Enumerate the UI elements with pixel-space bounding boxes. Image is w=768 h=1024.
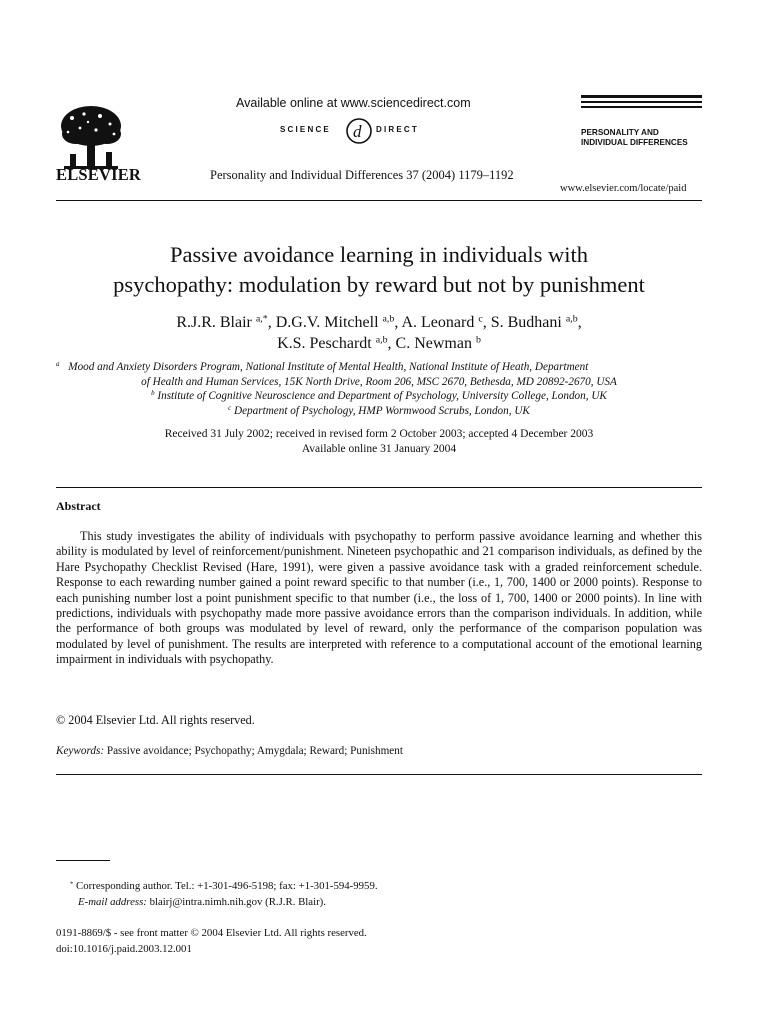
issn-line: 0191-8869/$ - see front matter © 2004 Elsevier Ltd. All rights reserved.: [56, 927, 367, 939]
author-name: D.G.V. Mitchell: [275, 314, 379, 331]
keywords-text: Passive avoidance; Psychopathy; Amygdala; Reward; Punishment: [106, 745, 403, 757]
affil-mark: c: [228, 403, 232, 412]
author-name: C. Newman: [395, 335, 472, 352]
affil-c-line: Department of Psychology, HMP Wormwood Scrubs, London, UK: [234, 404, 530, 417]
email-suffix: (R.J.R. Blair).: [265, 896, 326, 908]
header-divider: [56, 200, 702, 201]
abstract-copyright: © 2004 Elsevier Ltd. All rights reserved.: [56, 713, 255, 727]
sciencedirect-right-word: DIRECT: [376, 125, 419, 134]
elsevier-wordmark: ELSEVIER: [56, 165, 142, 184]
available-online-text: Available online at www.sciencedirect.com: [236, 96, 471, 110]
journal-name-line1: PERSONALITY AND: [581, 128, 659, 137]
keywords: [56, 745, 403, 757]
email-footnote: [78, 896, 326, 908]
affil-b-line: Institute of Cognitive Neuroscience and Department of Psychology, University College, London, UK: [157, 390, 607, 403]
keywords-label: Keywords:: [56, 745, 105, 757]
journal-header-bars: [581, 95, 702, 111]
received-dates: Received 31 July 2002; received in revised form 2 October 2003; accepted 4 December 2003: [164, 428, 594, 440]
footnote-star: *: [70, 880, 74, 888]
journal-name: [581, 128, 688, 148]
email-link[interactable]: blairj@intra.nimh.nih.gov: [149, 896, 263, 908]
affil-mark: a: [56, 360, 60, 369]
sciencedirect-logo: [280, 118, 460, 152]
abstract-top-divider: [56, 487, 702, 488]
corresponding-author-footnote: [70, 880, 378, 892]
author-affil-mark: a,b: [375, 334, 388, 346]
affil-mark: b: [151, 389, 155, 398]
sciencedirect-d-icon: [344, 116, 374, 146]
svg-text:d: d: [353, 122, 362, 141]
issn-block: [56, 926, 367, 957]
abstract-heading: Abstract: [56, 499, 101, 513]
email-label: E-mail address:: [78, 896, 147, 908]
author-name: S. Budhani: [490, 314, 562, 331]
author-affil-mark: a,b: [565, 313, 578, 325]
abstract-body: [56, 529, 702, 668]
article-dates: [56, 427, 702, 456]
available-online-date: Available online 31 January 2004: [301, 442, 457, 455]
title-line2: psychopathy: modulation by reward but not by punishment: [113, 272, 645, 297]
doi-line[interactable]: doi:10.1016/j.paid.2003.12.001: [56, 942, 192, 955]
affil-a-line2: of Health and Human Services, 15K North Drive, Room 206, MSC 2670, Bethesda, MD 20892-2670, USA: [141, 375, 617, 388]
author-affil-mark: a,*: [255, 313, 268, 325]
affiliations: [56, 360, 702, 418]
author-name: K.S. Peschardt: [277, 335, 372, 352]
title-line1: Passive avoidance learning in individuals with: [169, 242, 589, 267]
footnote-divider: [56, 860, 110, 861]
author-list: R.J.R. Blair $^{a,*}$, D.G.V. Mitchell $^{a,b}$, A. Leonard $^c$, S. Budhani $^{a,b}$, K.S. Peschardt $^{a,b}$, C. Newman $^b$: [176, 313, 582, 352]
author-affil-mark: a,b: [382, 313, 395, 325]
affil-a-line1: Mood and Anxiety Disorders Program, National Institute of Mental Health, National Institute of Heath, Department: [68, 361, 589, 373]
corresponding-text: Corresponding author. Tel.: +1-301-496-5198; fax: +1-301-594-9959.: [76, 880, 378, 892]
author-affil-mark: b: [475, 334, 481, 346]
article-title: [56, 240, 702, 300]
author-name: A. Leonard: [401, 314, 475, 331]
abstract-paragraph: This study investigates the ability of individuals with psychopathy to perform passive avoidance learning and whether this ability is modulated by level of reinforcement/punishment. Nineteen psychopathic and 21 comparison individuals, as defined by the Hare Psychopathy Checklist Revised (Hare, 1991), were given a passive avoidance task with a graded reinforcement schedule. Response to each rewarding number gained a point reward specific to that number (i.e., 1, 700, 1400 or 2000 points). Response to each punishing number lost a point punishment specific to that number (i.e., the loss of 1, 700, 1400 or 2000 points). In line with predictions, individuals with psychopathy made more passive avoidance errors than the comparison individuals. In addition, while the performance of both groups was modulated by level of reward, only the performance of the comparison population was modulated by level of punishment. The results are interpreted with reference to a computational account of the emotional learning impairment in individuals with psychopathy.: [56, 529, 702, 667]
journal-url[interactable]: www.elsevier.com/locate/paid: [560, 183, 687, 194]
author-affil-mark: c: [478, 313, 483, 325]
journal-citation: Personality and Individual Differences 37 (2004) 1179–1192: [210, 168, 514, 182]
journal-name-line2: INDIVIDUAL DIFFERENCES: [581, 138, 688, 147]
sciencedirect-left-word: SCIENCE: [280, 125, 331, 134]
author-name: R.J.R. Blair: [176, 314, 252, 331]
abstract-bottom-divider: [56, 774, 702, 775]
